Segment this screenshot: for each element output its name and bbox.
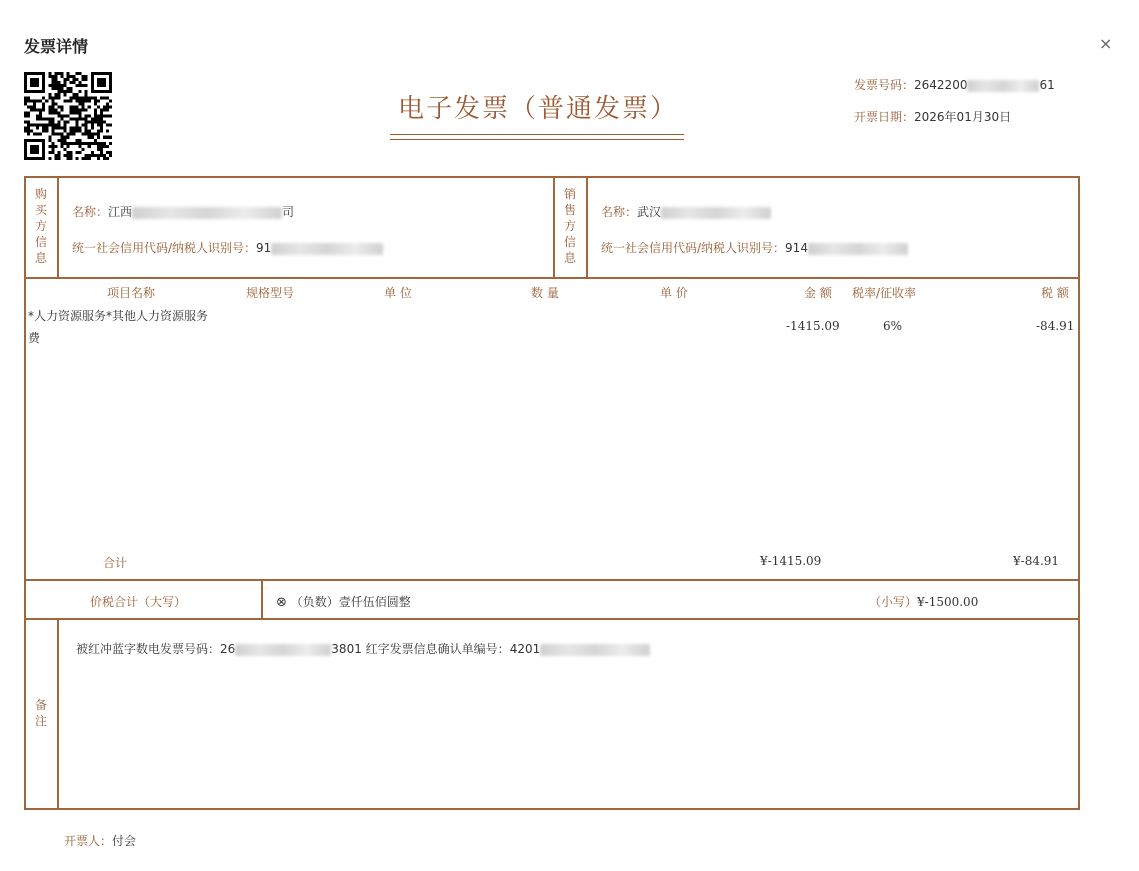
blue-invoice-prefix: 26 [220,642,236,656]
grand-total-lower-value: ¥-1500.00 [917,595,979,609]
grand-total-upper [276,593,411,610]
invoice-number-prefix: 2642200 [914,78,968,92]
redacted-mask [661,207,771,219]
remarks-side-divider [57,618,59,810]
seller-name [601,203,771,220]
issuer-label: 开票人： [64,834,113,848]
row-tax: -84.91 [1036,319,1075,333]
header-unit: 单 位 [384,286,412,300]
row-item-line1: *人力资源服务*其他人力资源服务 [28,309,209,323]
buyer-tax-id [72,239,383,256]
title-underline-2 [390,139,684,140]
total-amount: ¥-1415.09 [760,554,822,568]
grand-total-upper-text: （负数）壹仟伍佰圆整 [290,595,411,609]
invoice-title: 电子发票（普通发票） [397,94,678,124]
header-spec: 规格型号 [246,286,295,300]
seller-tax-value: 914 [785,241,808,255]
total-label: 合计 [103,556,128,570]
header-price: 单 价 [660,286,688,300]
dialog-title: 发票详情 [24,37,89,56]
issuer-name: 付会 [112,834,137,848]
qr-code-icon [24,72,112,160]
divider-items [24,579,1080,581]
issuer [64,832,136,849]
invoice-number-label: 发票号码： [854,78,915,92]
header-tax: 税 额 [1041,286,1069,300]
redacted-mask [540,644,650,656]
blue-invoice-label: 被红冲蓝字数电发票号码： [76,642,221,656]
header-item: 项目名称 [107,286,156,300]
close-icon[interactable]: × [1099,34,1113,53]
invoice-date-value: 2026年01月30日 [914,110,1012,124]
redacted-mask [271,243,383,255]
buyer-side-divider [57,176,59,278]
buyer-name-label: 名称： [72,205,109,219]
redacted-mask [132,207,282,219]
buyer-name-tail: 司 [282,205,295,219]
grand-total-label: 价税合计（大写） [90,595,187,609]
divider-total [24,618,1080,620]
row-rate: 6% [883,319,903,333]
grand-total-lower-label: （小写） [869,595,918,609]
row-item-line2: 费 [28,331,41,345]
invoice-number [854,76,1055,93]
remarks-side-label: 备 注 [34,698,47,728]
buyer-name-value: 江西 [108,205,133,219]
buyer-side-label: 购 买 方 信 息 [34,187,47,265]
divider-parties [24,277,1080,279]
seller-side-divider [586,176,588,278]
redacted-mask [808,243,908,255]
title-underline [390,134,684,135]
seller-tax-id [601,239,908,256]
seller-side-label: 销 售 方 信 息 [563,187,576,265]
buyer-tax-label: 统一社会信用代码/纳税人识别号： [72,241,257,255]
header-rate: 税率/征收率 [852,286,917,300]
seller-name-label: 名称： [601,205,638,219]
confirm-label: 红字发票信息确认单编号： [365,642,510,656]
row-amount: -1415.09 [786,319,840,333]
buyer-name [72,203,294,220]
invoice-date [854,108,1011,125]
seller-tax-label: 统一社会信用代码/纳税人识别号： [601,241,786,255]
redacted-mask [967,78,1039,92]
total-divider [261,579,263,619]
seller-name-value: 武汉 [637,205,662,219]
invoice-date-label: 开票日期： [854,110,915,124]
negative-circle-icon: ⊗ [276,595,287,610]
total-tax: ¥-84.91 [1013,554,1060,568]
invoice-frame [24,176,1080,810]
invoice-number-suffix: 61 [1039,78,1055,92]
grand-total-lower [869,593,978,610]
buyer-tax-value: 91 [256,241,272,255]
header-qty: 数 量 [531,286,559,300]
blue-invoice-suffix: 3801 [331,642,362,656]
redacted-mask [235,644,331,656]
remarks-text [76,640,650,657]
confirm-prefix: 4201 [509,642,541,656]
header-amount: 金 额 [804,286,832,300]
